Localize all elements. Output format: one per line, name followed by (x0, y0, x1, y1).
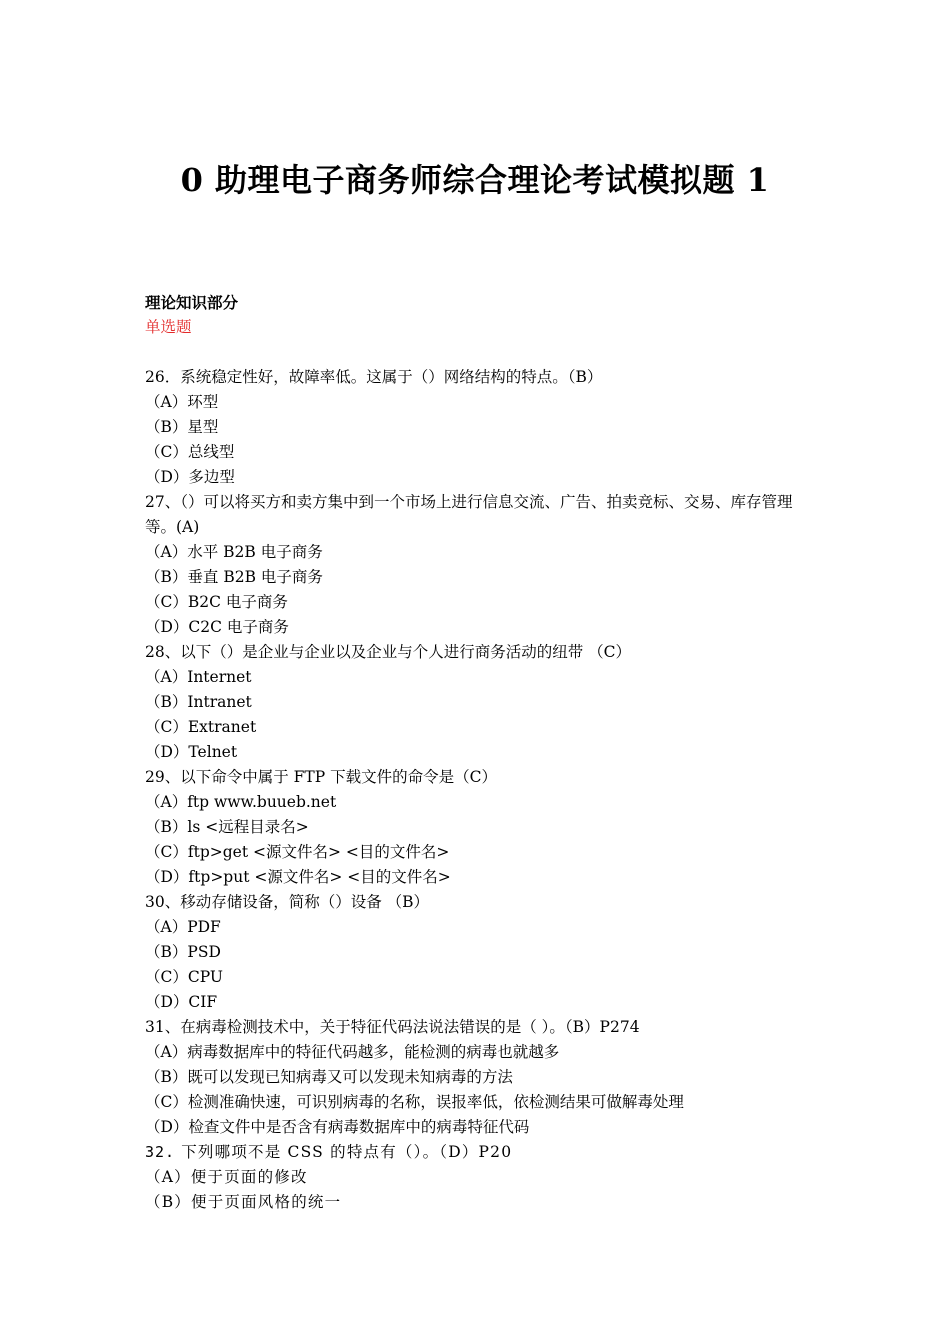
option-d: （D）Telnet (145, 743, 238, 761)
option-b: （B）PSD (145, 943, 221, 961)
question-number: 32. (145, 1143, 176, 1161)
option-a: （A）病毒数据库中的特征代码越多，能检测的病毒也就越多 (145, 1043, 560, 1061)
question-26 (145, 365, 815, 490)
section-subtitle: 单选题 (145, 318, 192, 336)
question-stem (145, 1140, 815, 1165)
option-b: （B）Intranet (145, 693, 252, 711)
option-c: （C）检测准确快速，可识别病毒的名称，误报率低，依检测结果可做解毒处理 (145, 1093, 684, 1111)
question-stem-text: 下列哪项不是 CSS 的特点有（）。（D）P20 (181, 1143, 513, 1161)
section-title: 理论知识部分 (145, 293, 239, 312)
question-28 (145, 640, 815, 765)
question-30 (145, 890, 815, 1015)
question-stem: 26．系统稳定性好，故障率低。这属于（）网络结构的特点。（B） (145, 368, 603, 386)
option-d: （D）多边型 (145, 468, 235, 486)
option-c: （C）CPU (145, 968, 223, 986)
question-stem: 30、移动存储设备，简称（）设备 （B） (145, 893, 430, 911)
blank-line (145, 340, 815, 365)
option-c: （C）总线型 (145, 443, 235, 461)
option-a: （A）Internet (145, 668, 252, 686)
option-a: （A）环型 (145, 393, 219, 411)
option-b: （B）ls <远程目录名> (145, 818, 309, 836)
option-a: （A）PDF (145, 918, 221, 936)
question-27 (145, 490, 815, 640)
option-a: （A）便于页面的修改 (145, 1168, 308, 1186)
question-32 (145, 1140, 815, 1215)
option-c: （C）ftp>get <源文件名> <目的文件名> (145, 843, 450, 861)
question-stem: 28、以下（）是企业与企业以及企业与个人进行商务活动的纽带 （C） (145, 643, 632, 661)
question-31 (145, 1015, 815, 1140)
option-a: （A）ftp www.buueb.net (145, 793, 337, 811)
option-d: （D）检查文件中是否含有病毒数据库中的病毒特征代码 (145, 1118, 530, 1136)
question-stem: 27、（）可以将买方和卖方集中到一个市场上进行信息交流、广告、拍卖竞标、交易、库存管理等。(A) (145, 493, 793, 536)
question-stem: 31、在病毒检测技术中，关于特征代码法说法错误的是（ ）。（B）P274 (145, 1018, 640, 1036)
question-29 (145, 765, 815, 890)
question-stem: 29、以下命令中属于 FTP 下载文件的命令是（C） (145, 768, 497, 786)
option-c: （C）Extranet (145, 718, 257, 736)
document-body (145, 290, 815, 1215)
option-b: （B）星型 (145, 418, 219, 436)
option-c: （C）B2C 电子商务 (145, 593, 288, 611)
option-d: （D）ftp>put <源文件名> <目的文件名> (145, 868, 451, 886)
option-d: （D）C2C 电子商务 (145, 618, 289, 636)
option-d: （D）CIF (145, 993, 218, 1011)
option-b: （B）既可以发现已知病毒又可以发现未知病毒的方法 (145, 1068, 513, 1086)
option-b: （B）便于页面风格的统一 (145, 1193, 342, 1211)
option-b: （B）垂直 B2B 电子商务 (145, 568, 323, 586)
page-title: 0 助理电子商务师综合理论考试模拟题 1 (180, 161, 770, 199)
option-a: （A）水平 B2B 电子商务 (145, 543, 323, 561)
